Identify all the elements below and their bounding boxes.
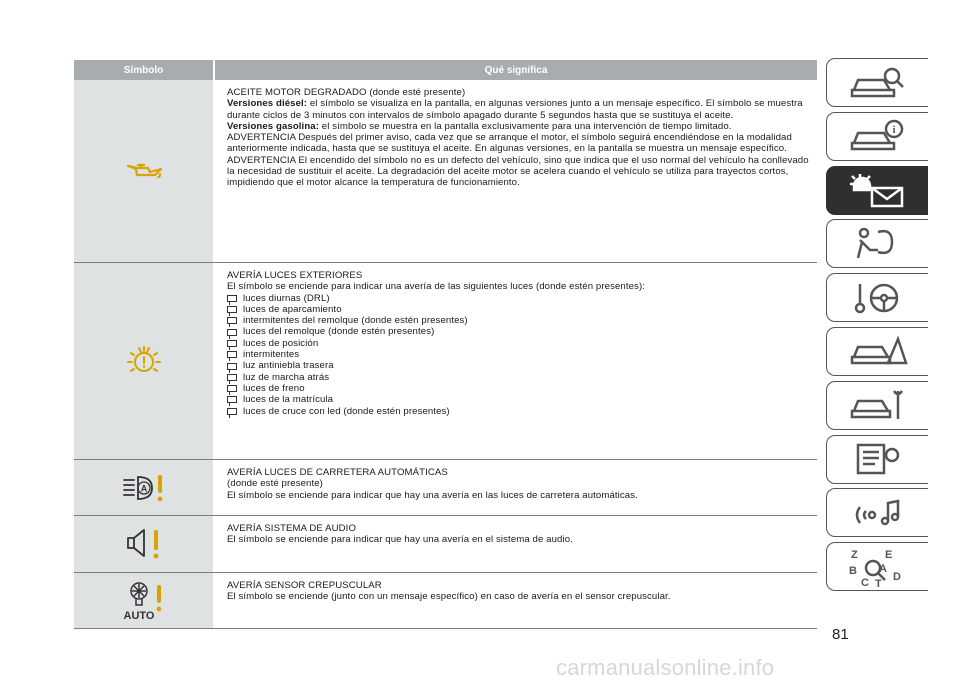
list-item-text: luces diurnas (DRL) <box>243 292 330 304</box>
row-description <box>213 80 817 262</box>
row-intro: El símbolo se enciende para indicar una avería de las siguientes luces (donde estén presentes): <box>227 281 646 293</box>
gas-paragraph <box>227 121 817 132</box>
list-item <box>227 304 817 315</box>
airbag-seat-icon[interactable] <box>826 219 928 268</box>
diesel-text: el símbolo se visualiza en la pantalla, en algunas versiones junto a un mensaje específico. El símbolo se muestra durante ciclos de 3 minutos con intervalos de símbolo apagado durante 5 segundos hasta que se sustituya el aceite. <box>227 98 803 121</box>
index-letter: Z <box>850 548 858 561</box>
table-header <box>74 60 817 80</box>
list-item-text: luz antiniebla trasera <box>243 360 334 372</box>
car-breakdown-icon[interactable] <box>826 327 928 376</box>
row-description <box>213 573 817 628</box>
list-item <box>227 383 817 394</box>
list-item-text: luces de freno <box>243 382 305 394</box>
index-letter: E <box>884 548 892 561</box>
list-item-text: luz de marcha atrás <box>243 371 330 383</box>
header-symbol: Símbolo <box>74 60 213 80</box>
list-item <box>227 349 817 360</box>
symbol-cell <box>74 80 213 262</box>
index-letter: A <box>878 562 887 575</box>
table-row <box>74 460 817 516</box>
chapter-tabs <box>826 58 928 596</box>
row-description <box>213 516 817 572</box>
row-text: El símbolo se enciende para indicar que hay una avería en el sistema de audio. <box>227 534 573 546</box>
list-item <box>227 315 817 326</box>
row-text: El símbolo se enciende (junto con un mensaje específico) en caso de avería en el sensor crepuscular. <box>227 591 671 603</box>
row-title: AVERÍA LUCES DE CARRETERA AUTOMÁTICAS <box>227 467 448 478</box>
index-letter: B <box>848 564 857 577</box>
technical-data-icon[interactable] <box>826 435 928 484</box>
svg-text:i: i <box>891 124 896 137</box>
warning-light-message-icon[interactable] <box>826 166 928 215</box>
list-item <box>227 326 817 337</box>
bullet-icon <box>227 329 237 336</box>
table-row <box>74 573 817 629</box>
diesel-label: Versiones diésel: <box>227 98 308 110</box>
list-item-text: intermitentes del remolque (donde estén presentes) <box>243 315 468 327</box>
bullet-icon <box>227 363 237 370</box>
bullet-icon <box>227 306 237 313</box>
row-description <box>213 460 817 515</box>
list-item <box>227 338 817 349</box>
warning-lights-table <box>74 60 817 629</box>
bullet-icon <box>227 351 237 358</box>
svg-text:A: A <box>140 483 147 493</box>
list-item <box>227 372 817 383</box>
warning-text: ADVERTENCIA Después del primer aviso, cada vez que se arranque el motor, el símbolo seguirá encendiéndose en la modalidad anteriormente indicada, hasta que se sustituya el aceite. En algunas versiones, en la pantalla se muestra un mensaje específico. <box>227 132 792 155</box>
row-title: AVERÍA SISTEMA DE AUDIO <box>227 523 357 534</box>
oil-can-icon <box>124 160 164 182</box>
list-item-text: luces de posición <box>243 337 319 349</box>
row-text: El símbolo se enciende para indicar que hay una avería en las luces de carretera automáticas. <box>227 489 638 501</box>
bullet-icon <box>227 317 237 324</box>
list-item-text: intermitentes <box>243 349 300 361</box>
list-item-text: luces del remolque (donde estén presentes) <box>243 326 435 338</box>
symbol-cell <box>74 573 213 628</box>
diesel-paragraph <box>227 98 817 121</box>
car-tools-icon[interactable] <box>826 381 928 430</box>
table-row <box>74 263 817 460</box>
auto-high-beam-failure-icon <box>120 471 168 505</box>
row-description <box>213 263 817 459</box>
list-item <box>227 406 817 417</box>
bullet-icon <box>227 295 237 302</box>
table-row <box>74 80 817 263</box>
gas-label: Versiones gasolina: <box>227 120 320 132</box>
index-icon[interactable] <box>826 542 928 591</box>
bullet-icon <box>227 374 237 381</box>
list-item-text: luces de cruce con led (donde estén presentes) <box>243 405 450 417</box>
bullet-icon <box>227 340 237 347</box>
header-meaning: Qué significa <box>215 60 817 80</box>
auto-label: AUTO <box>123 609 154 622</box>
index-letter: C <box>860 576 869 588</box>
list-item <box>227 293 817 304</box>
symbol-cell <box>74 460 213 515</box>
car-info-icon[interactable] <box>826 112 928 161</box>
symbol-cell <box>74 516 213 572</box>
gas-text: el símbolo se muestra en la pantalla exclusivamente para una intervención de tiempo limitado. <box>319 120 732 132</box>
audio-failure-icon <box>122 526 166 562</box>
bullet-icon <box>227 385 237 392</box>
list-item <box>227 394 817 405</box>
symbol-cell <box>74 263 213 459</box>
row-title: AVERÍA SENSOR CREPUSCULAR <box>227 580 382 591</box>
page-number: 81 <box>832 626 849 643</box>
index-letter: T <box>874 577 882 588</box>
warning-text: ADVERTENCIA El encendido del símbolo no es un defecto del vehículo, sino que indica que el uso normal del vehículo ha conllevado la necesidad de sustituir el aceite. La degradación del aceite motor se acelera cuando el vehículo se utiliza para trayectos cortos, impidiendo que el motor alcance la temperatura de funcionamiento. <box>227 154 809 189</box>
car-search-icon[interactable] <box>826 58 928 107</box>
twilight-sensor-failure-icon <box>117 579 171 623</box>
index-letter: D <box>892 570 901 583</box>
list-item-text: luces de la matrícula <box>243 394 334 406</box>
list-item-text: luces de aparcamiento <box>243 303 342 315</box>
exterior-light-failure-icon <box>122 341 166 381</box>
bullet-icon <box>227 408 237 415</box>
table-row <box>74 516 817 573</box>
list-item <box>227 360 817 371</box>
row-title: AVERÍA LUCES EXTERIORES <box>227 270 363 281</box>
steering-wheel-key-icon[interactable] <box>826 273 928 322</box>
bullet-icon <box>227 396 237 403</box>
watermark: carmanualsonline.info <box>556 655 775 680</box>
row-title: ACEITE MOTOR DEGRADADO (donde esté presente) <box>227 87 466 98</box>
row-subtitle: (donde esté presente) <box>227 478 323 490</box>
multimedia-icon[interactable] <box>826 488 928 537</box>
